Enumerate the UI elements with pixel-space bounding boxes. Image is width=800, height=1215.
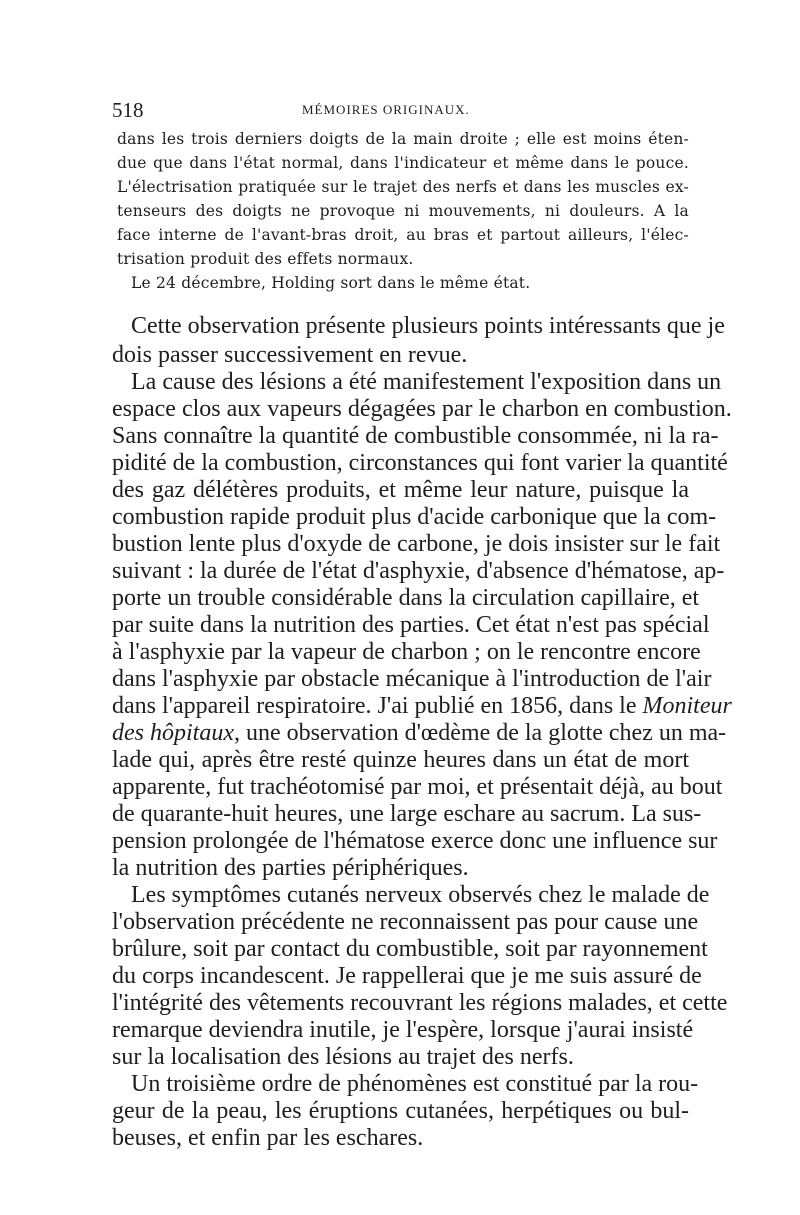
- page-number: 518: [112, 98, 144, 122]
- paragraph-line: sur la localisation des lésions au trajet des nerfs.: [112, 1044, 574, 1070]
- paragraph-line: Sans connaître la quantité de combustible consommée, ni la ra-: [112, 423, 719, 449]
- paragraph-line: des gaz délétères produits, et même leur nature, puisque la: [112, 477, 689, 503]
- paragraph-line: lade qui, après être resté quinze heures dans un état de mort: [112, 747, 689, 773]
- paragraph-line: espace clos aux vapeurs dégagées par le charbon en combustion.: [112, 396, 732, 422]
- paragraph-line: pidité de la combustion, circonstances qui font varier la quantité: [112, 450, 728, 476]
- observation-line: Le 24 décembre, Holding sort dans le même état.: [131, 274, 531, 292]
- paragraph-line: Un troisième ordre de phénomènes est constitué par la rou-: [131, 1071, 699, 1097]
- paragraph-line: remarque deviendra inutile, je l'espère, lorsque j'aurai insisté: [112, 1017, 694, 1043]
- observation-line: L'électrisation pratiquée sur le trajet des nerfs et dans les muscles ex-: [117, 178, 689, 196]
- paragraph-line: suivant : la durée de l'état d'asphyxie, d'absence d'hématose, ap-: [112, 558, 725, 584]
- paragraph-line: Cette observation présente plusieurs points intéressants que je: [131, 313, 725, 339]
- paragraph-line: bustion lente plus d'oxyde de carbone, je dois insister sur le fait: [112, 531, 721, 557]
- observation-line: trisation produit des effets normaux.: [117, 250, 414, 268]
- paragraph-line: du corps incandescent. Je rappellerai que je me suis assuré de: [112, 963, 702, 989]
- journal-title: Moniteur: [642, 693, 732, 719]
- paragraph-line: Les symptômes cutanés nerveux observés chez le malade de: [131, 882, 710, 908]
- paragraph-line: apparente, fut trachéotomisé par moi, et présentait déjà, au bout: [112, 774, 723, 800]
- paragraph-line: pension prolongée de l'hématose exerce donc une influence sur: [112, 828, 718, 854]
- observation-line: tenseurs des doigts ne provoque ni mouvements, ni douleurs. A la: [117, 202, 689, 220]
- paragraph-line: dans l'asphyxie par obstacle mécanique à l'introduction de l'air: [112, 666, 712, 692]
- paragraph-line: La cause des lésions a été manifestement l'exposition dans un: [131, 369, 722, 395]
- paragraph-line: [112, 693, 732, 720]
- observation-line: due que dans l'état normal, dans l'indicateur et même dans le pouce.: [117, 154, 689, 172]
- paragraph-line: dois passer successivement en revue.: [112, 342, 468, 368]
- paragraph-line: geur de la peau, les éruptions cutanées, herpétiques ou bul-: [112, 1098, 689, 1124]
- text-run: dans l'appareil respiratoire. J'ai publié en 1856, dans le: [112, 693, 643, 719]
- paragraph-line: beuses, et enfin par les eschares.: [112, 1125, 424, 1151]
- paragraph-line: brûlure, soit par contact du combustible, soit par rayonnement: [112, 936, 708, 962]
- paragraph-line: [112, 720, 727, 747]
- observation-line: face interne de l'avant-bras droit, au bras et partout ailleurs, l'élec-: [117, 226, 689, 244]
- paragraph-line: de quarante-huit heures, une large eschare au sacrum. La sus-: [112, 801, 702, 827]
- paragraph-line: porte un trouble considérable dans la circulation capillaire, et: [112, 585, 700, 611]
- paragraph-line: l'observation précédente ne reconnaissent pas pour cause une: [112, 909, 699, 935]
- running-title: MÉMOIRES ORIGINAUX.: [302, 102, 470, 117]
- paragraph-line: à l'asphyxie par la vapeur de charbon ; on le rencontre encore: [112, 639, 701, 665]
- journal-title: des hôpitaux: [112, 720, 234, 746]
- paragraph-line: combustion rapide produit plus d'acide carbonique que la com-: [112, 504, 717, 530]
- observation-line: dans les trois derniers doigts de la main droite ; elle est moins éten-: [117, 130, 689, 148]
- text-run: , une observation d'œdème de la glotte chez un ma-: [233, 720, 727, 746]
- page-header: [112, 98, 702, 126]
- paragraph-line: la nutrition des parties périphériques.: [112, 855, 469, 881]
- paragraph-line: l'intégrité des vêtements recouvrant les régions malades, et cette: [112, 990, 728, 1016]
- paragraph-line: par suite dans la nutrition des parties. Cet état n'est pas spécial: [112, 612, 710, 638]
